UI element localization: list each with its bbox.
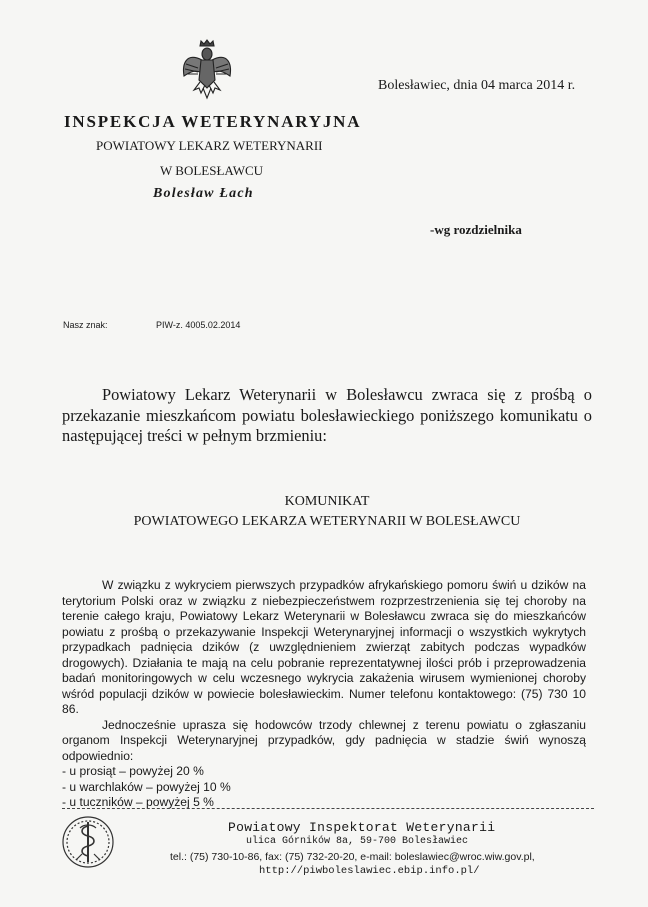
intro-paragraph: Powiatowy Lekarz Weterynarii w Bolesławcu zwraca się z prośbą o przekazanie mieszkańcom powiatu bolesławieckiego poniższego komunikatu o następującej treści w pełnym brzmieniu:: [62, 385, 592, 445]
institution-title: INSPEKCJA WETERYNARYJNA: [64, 112, 362, 131]
recipient-line: -wg rozdzielnika: [430, 222, 522, 237]
list-item: - u warchlaków – powyżej 10 %: [62, 779, 231, 794]
announcement-title: KOMUNIKAT: [284, 494, 370, 509]
footer-contact: tel.: (75) 730-10-86, fax: (75) 732-20-20, e-mail: boleslawiec@wroc.wiw.gov.pl,: [170, 851, 535, 863]
announcement-heading: [62, 492, 592, 532]
footer-address: ulica Górników 8a, 59-700 Bolesławiec: [246, 836, 469, 847]
institution-line-1: POWIATOWY LEKARZ WETERYNARII: [96, 138, 323, 153]
veterinary-caduceus-logo-icon: [58, 814, 118, 870]
document-date: Bolesławiec, dnia 04 marca 2014 r.: [378, 78, 576, 93]
reference-number: PIW-z. 4005.02.2014: [156, 320, 241, 330]
footer-divider: [62, 808, 594, 809]
reference-label: Nasz znak:: [63, 320, 108, 330]
list-item: - u tuczników – powyżej 5 %: [62, 795, 214, 809]
footer-institution-name: Powiatowy Inspektorat Weterynarii: [228, 820, 496, 835]
announcement-body: [62, 578, 586, 811]
institution-line-2: W BOLESŁAWCU: [160, 163, 264, 178]
announcement-subtitle: POWIATOWEGO LEKARZA WETERYNARII W BOLESŁAWCU: [133, 514, 521, 529]
footer-website-link[interactable]: http://piwboleslawiec.ebip.info.pl/: [259, 865, 480, 877]
mortality-threshold-list: [62, 764, 586, 811]
eagle-emblem-icon: [180, 38, 234, 100]
announcement-paragraph-1: W związku z wykryciem pierwszych przypadków afrykańskiego pomoru świń u dzików na terytorium Polski oraz w związku z niebezpieczeństwem rozprzestrzenienia się tej choroby na terenie całego kraju, Powiatowy Lekarz Weterynarii w Bolesławcu zwraca się do mieszkańców powiatu z prośbą o przekazywanie Inspekcji Weterynaryjnej informacji o wszystkich wykrytych przypadkach padnięcia dzików (z uwzględnieniem zwierząt zabitych podczas wypadków drogowych). Działania te mają na celu pobranie reprezentatywnej ilości prób i przeprowadzenia badań monitoringowych w celu wczesnego wykrycia zakażenia wirusem wymienionej choroby wśród populacji dzików w powiecie bolesławieckim. Numer telefonu kontaktowego: (75) 730 10 86.: [62, 578, 586, 716]
list-item: - u prosiąt – powyżej 20 %: [62, 764, 204, 778]
announcement-paragraph-2: Jednocześnie uprasza się hodowców trzody chlewnej z terenu powiatu o zgłaszaniu organom Inspekcji Weterynaryjnej przypadków, gdy padnięcia w stadzie świń wynoszą odpowiednio:: [62, 717, 586, 763]
officer-name: Bolesław Łach: [153, 186, 254, 201]
